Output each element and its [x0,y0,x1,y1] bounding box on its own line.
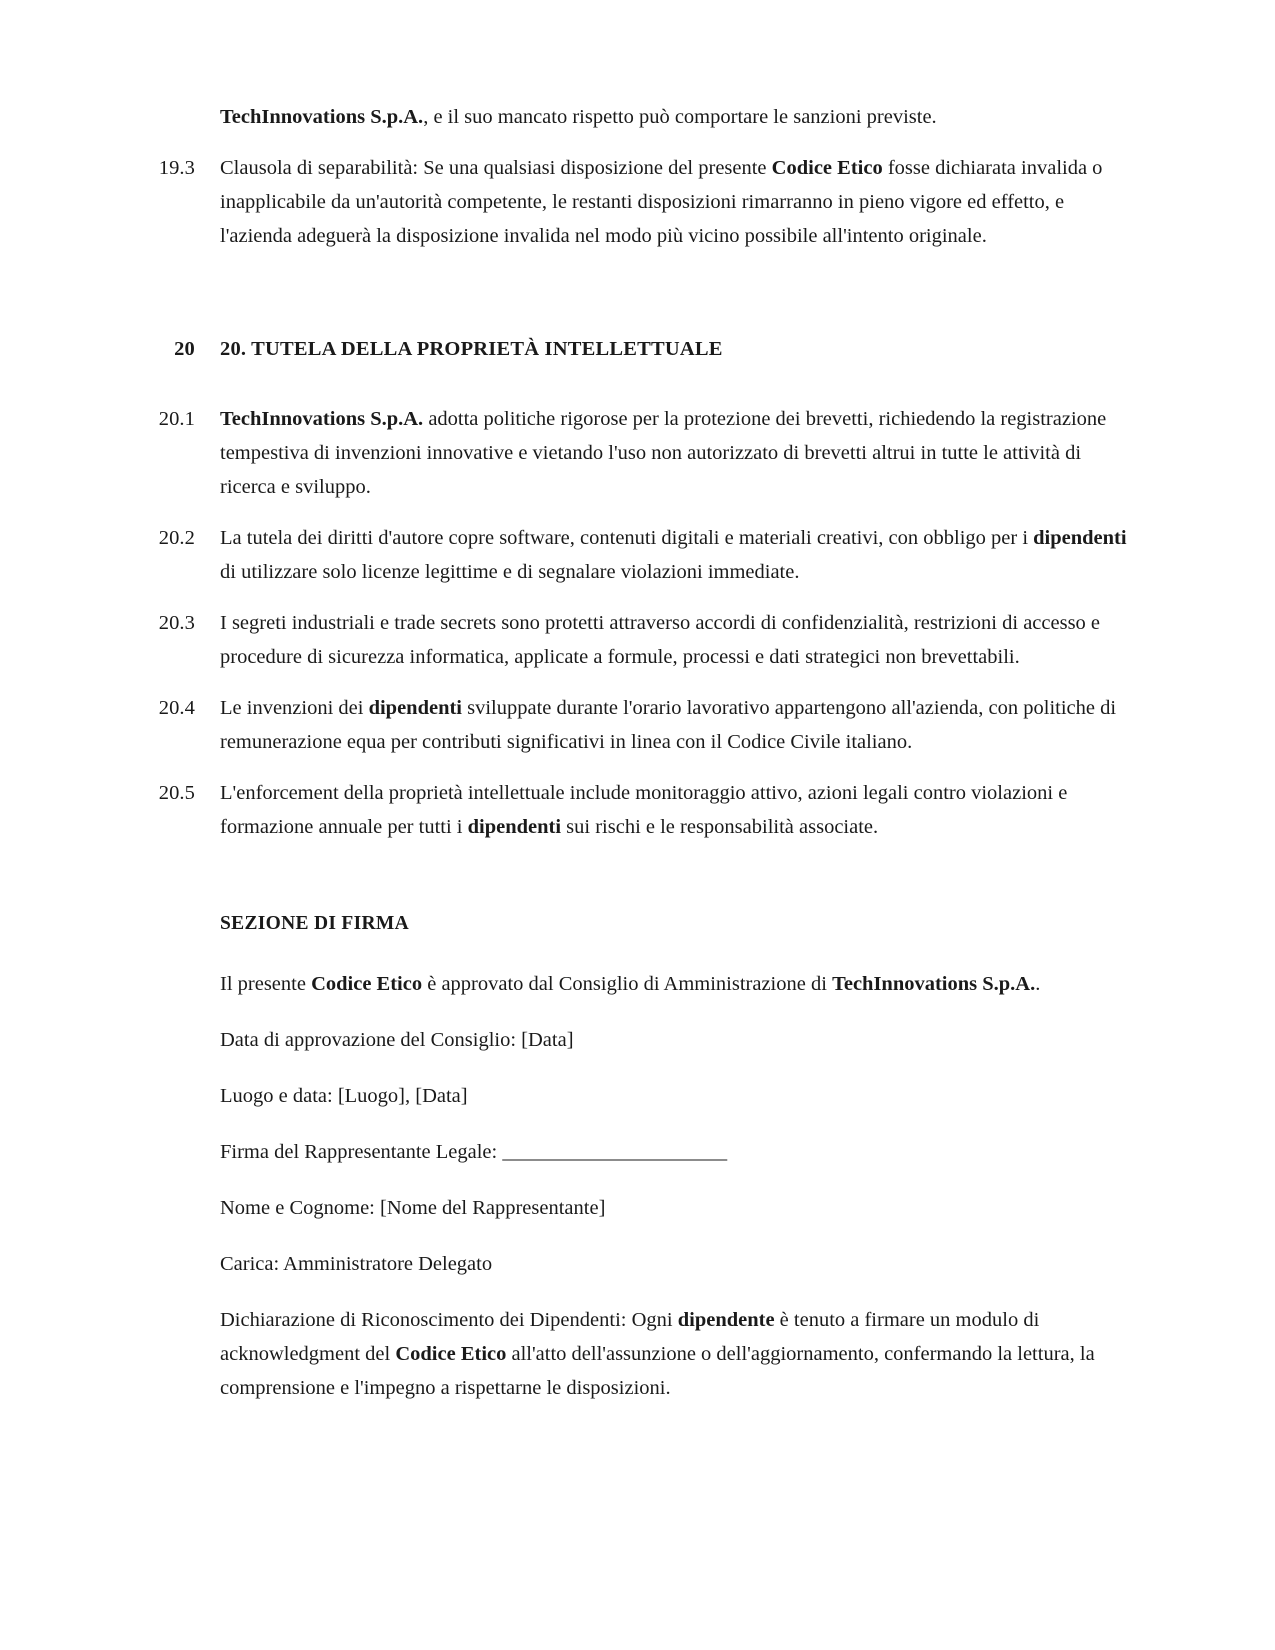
clause-20-3 [133,606,1130,674]
continuation-paragraph-text: , e il suo mancato rispetto può comportare le sanzioni previste. [423,106,937,128]
body-text: fosse dichiarata invalida o inapplicabile da un'autorità competente, le restanti disposizioni rimarranno in pieno vigore ed effetto, e l'azienda adeguerà la disposizione invalida nel modo più vicino possibile all'intento originale. [220,157,1103,247]
heading-spacer [133,372,1130,402]
clause-number: 19.3 [158,157,195,179]
body-text: è approvato dal Consiglio di Amministrazione di [422,973,833,995]
signature-field-label: Firma del Rappresentante Legale: [220,1141,503,1163]
clause-number: 20.5 [158,782,195,804]
emphasis-text: TechInnovations S.p.A. [832,973,1036,995]
clause-text [195,151,1130,253]
clause-text [195,691,1130,759]
emphasis-text: Codice Etico [311,973,423,995]
signature-field-role: Carica: Amministratore Delegato [220,1253,493,1275]
emphasis-text: dipendenti [467,816,562,838]
emphasis-text: dipendenti [1033,527,1127,549]
section-heading-20 [133,332,1130,366]
clause-number: 20.2 [158,527,195,549]
body-text: Dichiarazione di Riconoscimento dei Dipendenti: Ogni [220,1309,678,1331]
body-text: Il presente [220,973,312,995]
body-text: . [1035,973,1041,995]
body-text: di utilizzare solo licenze legittime e di segnalare violazioni immediate. [220,561,800,583]
signature-spacer [133,861,1130,907]
body-text: è tenuto a firmare un modulo di acknowledgment del [220,1309,1040,1365]
signature-field-name-surname: Nome e Cognome: [Nome del Rappresentante] [220,1197,606,1219]
emphasis-text: Codice Etico [395,1343,507,1365]
signature-field-place-date: Luogo e data: [Luogo], [Data] [220,1085,468,1107]
body-text: La tutela dei diritti d'autore copre software, contenuti digitali e materiali creativi, con obbligo per i [220,527,1034,549]
body-text: Clausola di separabilità: Se una qualsiasi disposizione del presente [220,157,772,179]
signature-field-legal-rep-signature [133,1135,1130,1169]
clause-20-1 [133,402,1130,504]
clause-text [195,606,1130,674]
continuation-paragraph [133,100,1130,134]
clause-text [195,776,1130,844]
body-text: L'enforcement della proprietà intellettuale include monitoraggio attivo, azioni legali contro violazioni e formazione annuale per tutti i [220,782,1068,838]
signature-approval-paragraph [133,967,1130,1001]
section-heading-number: 20 [174,338,195,360]
clause-20-4 [133,691,1130,759]
emphasis-text: dipendente [677,1309,775,1331]
body-text: adotta politiche rigorose per la protezione dei brevetti, richiedendo la registrazione tempestiva di invenzioni innovative e vietando l'uso non autorizzato di brevetti altrui in tutte le attività di ricerca e sviluppo. [220,408,1107,498]
clause-number: 20.3 [158,612,195,634]
clause-number: 20.4 [158,697,195,719]
signature-blank-line: _______________________ [502,1141,727,1163]
body-text: sviluppate durante l'orario lavorativo appartengono all'azienda, con politiche di remunerazione equa per contributi significativi in linea con il Codice Civile italiano. [220,697,1117,753]
clause-number: 20.1 [158,408,195,430]
signature-section-heading: SEZIONE DI FIRMA [220,913,409,934]
body-text: Le invenzioni dei [220,697,369,719]
section-heading-title: 20. TUTELA DELLA PROPRIETÀ INTELLETTUALE [220,338,723,360]
emphasis-text: Codice Etico [771,157,883,179]
body-text: I segreti industriali e trade secrets sono protetti attraverso accordi di confidenzialità, restrizioni di accesso e procedure di sicurezza informatica, applicate a formule, processi e dati strategici non brevettabili. [220,612,1101,668]
clause-20-2 [133,521,1130,589]
clause-text [195,402,1130,504]
signature-field-approval-date: Data di approvazione del Consiglio: [Data] [220,1029,574,1051]
clause-20-5 [133,776,1130,844]
section-spacer [133,270,1130,332]
body-text: sui rischi e le responsabilità associate. [561,816,879,838]
body-text: all'atto dell'assunzione o dell'aggiornamento, confermando la lettura, la comprensione e l'impegno a rispettarne le disposizioni. [220,1343,1095,1399]
employee-acknowledgment-paragraph [133,1303,1130,1405]
clause-19-3 [133,151,1130,253]
emphasis-text: dipendenti [368,697,462,719]
emphasis-text: TechInnovations S.p.A. [220,408,424,430]
clause-text [195,521,1130,589]
company-name-bold: TechInnovations S.p.A. [220,106,424,128]
